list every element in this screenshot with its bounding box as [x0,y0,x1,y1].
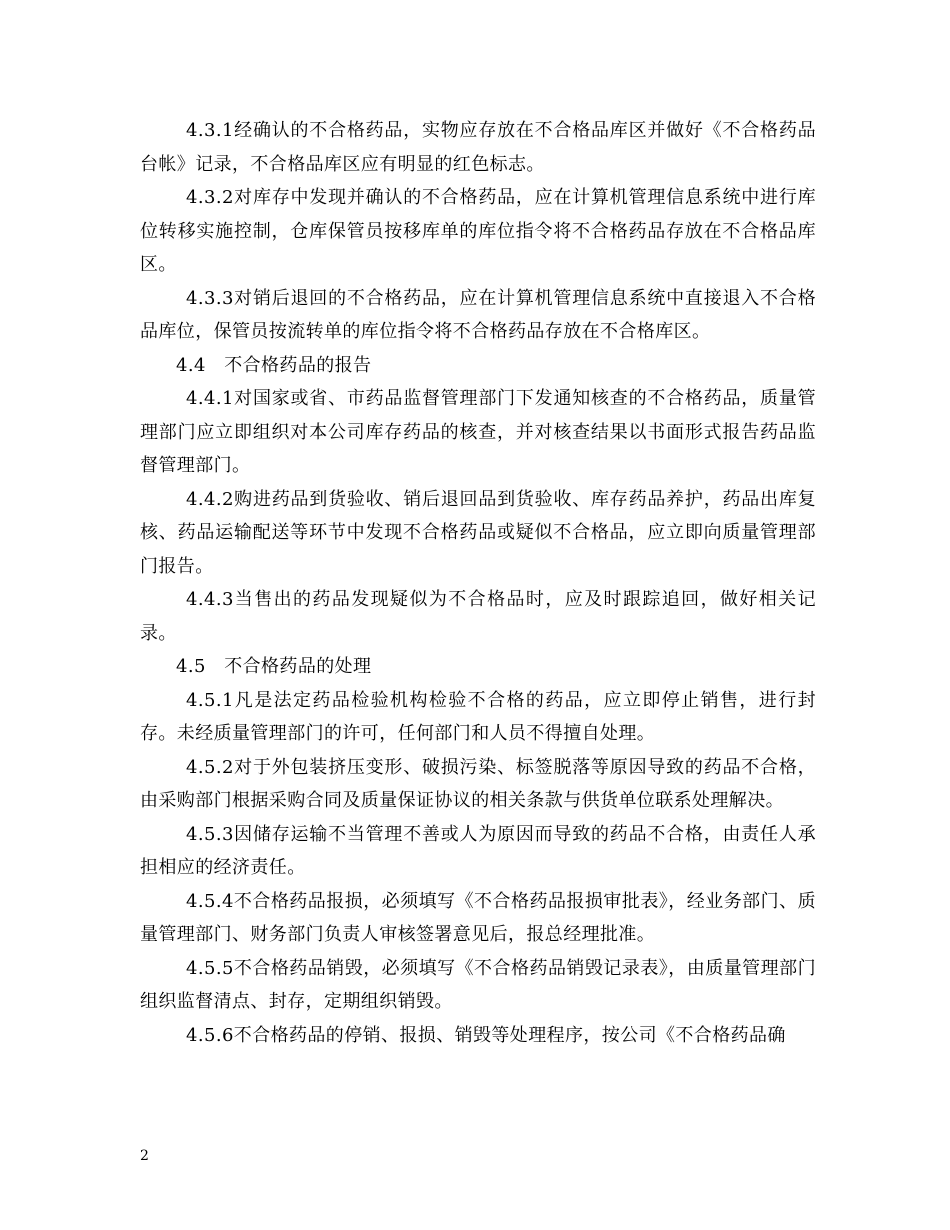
paragraph-4-4-2: 4.4.2购进药品到货验收、销后退回品到货验收、库存药品养护，药品出库复核、药品运输配送等环节中发现不合格药品或疑似不合格品，应立即向质量管理部门报告。 [140,488,816,577]
section-heading-4-4: 4.4 不合格药品的报告 [176,354,372,376]
paragraph-4-5-3: 4.5.3因储存运输不当管理不善或人为原因而导致的药品不合格，由责任人承担相应的经济责任。 [140,823,816,878]
paragraph-4-4-3: 4.4.3当售出的药品发现疑似为不合格品时，应及时跟踪追回，做好相关记录。 [140,589,816,644]
paragraph-4-3-3: 4.3.3对销后退回的不合格药品，应在计算机管理信息系统中直接退入不合格品库位，保管员按流转单的库位指令将不合格药品存放在不合格库区。 [140,287,816,342]
paragraph-4-4-1: 4.4.1对国家或省、市药品监督管理部门下发通知核查的不合格药品，质量管理部门应立即组织对本公司库存药品的核查，并对核查结果以书面形式报告药品监督管理部门。 [140,388,816,476]
page-number: 2 [140,1148,149,1164]
paragraph-4-5-2: 4.5.2对于外包装挤压变形、破损污染、标签脱落等原因导致的药品不合格，由采购部门根据采购合同及质量保证协议的相关条款与供货单位联系处理解决。 [140,756,816,811]
paragraph-4-5-1: 4.5.1凡是法定药品检验机构检验不合格的药品，应立即停止销售，进行封存。未经质量管理部门的许可，任何部门和人员不得擅自处理。 [140,689,816,744]
paragraph-4-5-6: 4.5.6不合格药品的停销、报损、销毁等处理程序，按公司《不合格药品确 [186,1024,786,1046]
paragraph-4-3-2: 4.3.2对库存中发现并确认的不合格药品，应在计算机管理信息系统中进行库位转移实施控制，仓库保管员按移库单的库位指令将不合格药品存放在不合格品库区。 [140,187,816,275]
paragraph-4-5-5: 4.5.5不合格药品销毁，必须填写《不合格药品销毁记录表》，由质量管理部门组织监督清点、封存，定期组织销毁。 [140,957,816,1012]
paragraph-4-3-1: 4.3.1经确认的不合格药品，实物应存放在不合格品库区并做好《不合格药品台帐》记录，不合格品库区应有明显的红色标志。 [140,120,816,175]
paragraph-4-5-4: 4.5.4不合格药品报损，必须填写《不合格药品报损审批表》，经业务部门、质量管理部门、财务部门负责人审核签署意见后，报总经理批准。 [140,890,816,945]
section-heading-4-5: 4.5 不合格药品的处理 [176,656,372,677]
document-body [140,114,816,1052]
